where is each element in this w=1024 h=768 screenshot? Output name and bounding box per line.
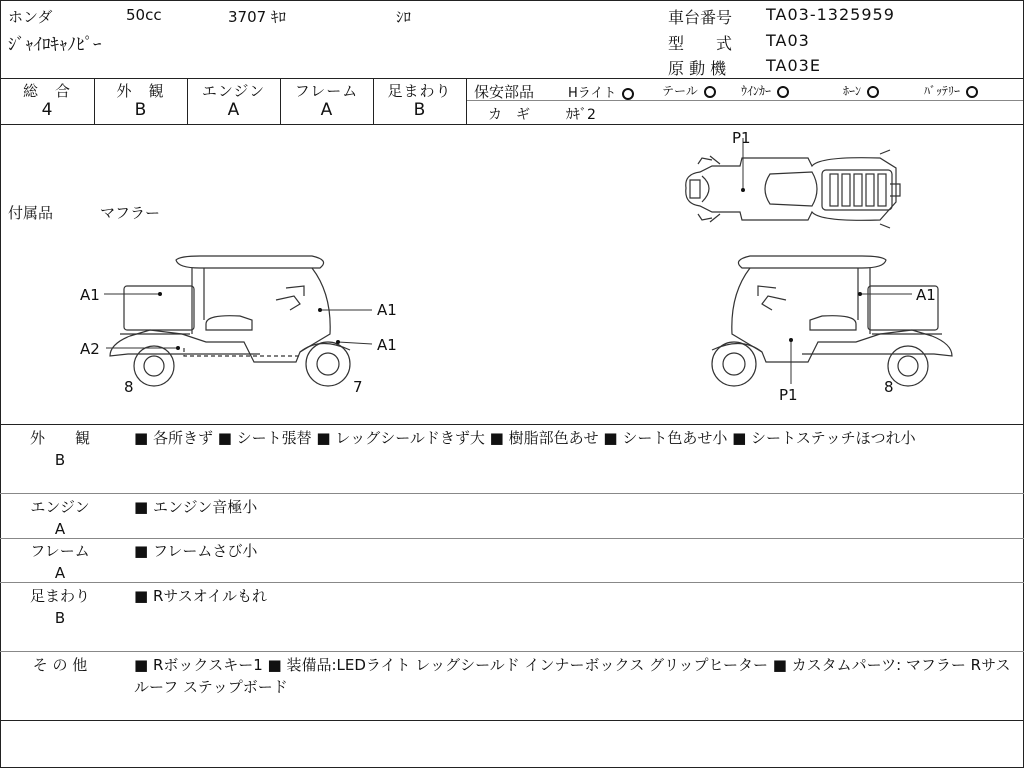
remark-label-other: そ の 他 (32, 656, 88, 674)
type-value: TA03 (766, 31, 810, 50)
safety-item-tail (662, 82, 716, 99)
grade-label-exterior: 外 観 (116, 82, 165, 100)
marker-dot (158, 292, 162, 296)
safety-item-label: ｳｲﾝｶｰ (741, 84, 772, 98)
grade-label-frame: フレーム (294, 82, 359, 100)
marker-dot (858, 292, 862, 296)
key-value: ｶｷﾞ2 (566, 107, 596, 123)
leader-line (338, 342, 372, 344)
marker-dot (318, 308, 322, 312)
grade-label-engine: エンジン (201, 82, 266, 100)
scooter-diagram (0, 124, 1024, 424)
scooter-right-view (712, 256, 952, 386)
remark-text-exterior: ■ 各所きず ■ シート張替 ■ レッグシールドきず大 ■ 樹脂部色あせ ■ シート色あせ小 ■ シートステッチほつれ小 (134, 429, 916, 447)
remark-label-exterior: 外 観 B (29, 429, 90, 469)
remark-label-suspension: 足まわり B (29, 587, 90, 627)
divider (0, 493, 1024, 494)
color: ｼﾛ (396, 8, 412, 26)
marker-dot (336, 340, 340, 344)
remark-text-frame: ■ フレームさび小 (134, 542, 258, 560)
safety-item-label: ﾎｰﾝ (843, 84, 862, 98)
engine-label: 原 動 機 (668, 59, 727, 78)
model-name: ｼﾞｬｲﾛｷｬﾉﾋﾟｰ (8, 35, 102, 55)
remark-label-frame: フレーム A (30, 542, 90, 582)
grade-value-exterior: B (134, 100, 147, 120)
label-left-front-wheel: 7 (353, 378, 363, 396)
safety-item-label: テール (662, 84, 698, 98)
safety-item-winker (741, 82, 789, 99)
safety-item-horn (843, 82, 879, 99)
marker-dot (176, 346, 180, 350)
ok-circle-icon (704, 86, 716, 98)
key-label: カ ギ (488, 107, 530, 123)
remark-label-engine: エンジン A (30, 498, 90, 538)
label-top-p1: P1 (732, 129, 751, 147)
ok-circle-icon (966, 86, 978, 98)
divider (0, 651, 1024, 652)
divider (0, 582, 1024, 583)
accessories-value: マフラー (100, 204, 161, 222)
scooter-left-view (110, 256, 350, 386)
ok-circle-icon (867, 86, 879, 98)
label-right-a1-box: A1 (916, 286, 936, 304)
grade-label-overall: 総 合 (22, 82, 71, 100)
grade-value-frame: A (320, 100, 333, 120)
label-left-a1-front: A1 (377, 336, 397, 354)
marker-dot (789, 338, 793, 342)
label-left-rear-wheel: 8 (124, 378, 134, 396)
safety-item-headlight (568, 82, 634, 101)
grade-label-suspension: 足まわり (387, 82, 452, 100)
remark-text-engine: ■ エンジン音極小 (134, 498, 258, 516)
ok-circle-icon (622, 88, 634, 100)
label-right-rear-wheel: 8 (884, 378, 894, 396)
frame-no-label: 車台番号 (668, 8, 733, 27)
frame-no-value: TA03-1325959 (766, 5, 895, 24)
remark-text-other: ■ Rボックスキー1 ■ 装備品:LEDライト レッグシールド インナーボックス グリップヒーター ■ カスタムパーツ: マフラー Rサス ルーフ ステップボード (134, 656, 1011, 696)
accessories-label: 付属品 (8, 204, 54, 222)
marker-dot (741, 188, 745, 192)
label-left-a1-shield: A1 (377, 301, 397, 319)
divider (0, 720, 1024, 721)
divider (0, 424, 1024, 425)
divider (467, 100, 1023, 101)
maker: ホンダ (8, 8, 53, 26)
grade-value-engine: A (227, 100, 240, 120)
label-right-p1: P1 (779, 386, 798, 404)
displacement: 50cc (126, 6, 162, 24)
remark-text-suspension: ■ Rサスオイルもれ (134, 587, 268, 605)
safety-parts-label: 保安部品 (474, 83, 535, 101)
engine-value: TA03E (766, 56, 821, 75)
divider (0, 78, 1024, 79)
safety-item-label: ﾊﾞｯﾃﾘｰ (924, 84, 961, 98)
safety-item-label: Hライト (568, 86, 617, 101)
divider (0, 538, 1024, 539)
ok-circle-icon (777, 86, 789, 98)
grade-value-suspension: B (413, 100, 426, 120)
grade-value-overall: 4 (41, 100, 53, 120)
label-left-a1-box: A1 (80, 286, 100, 304)
mileage: 3707 ｷﾛ (228, 8, 286, 26)
label-left-a2: A2 (80, 340, 100, 358)
scooter-top-view (686, 150, 900, 228)
safety-item-battery (924, 82, 978, 99)
divider (466, 78, 467, 124)
type-label: 型 式 (668, 34, 733, 53)
